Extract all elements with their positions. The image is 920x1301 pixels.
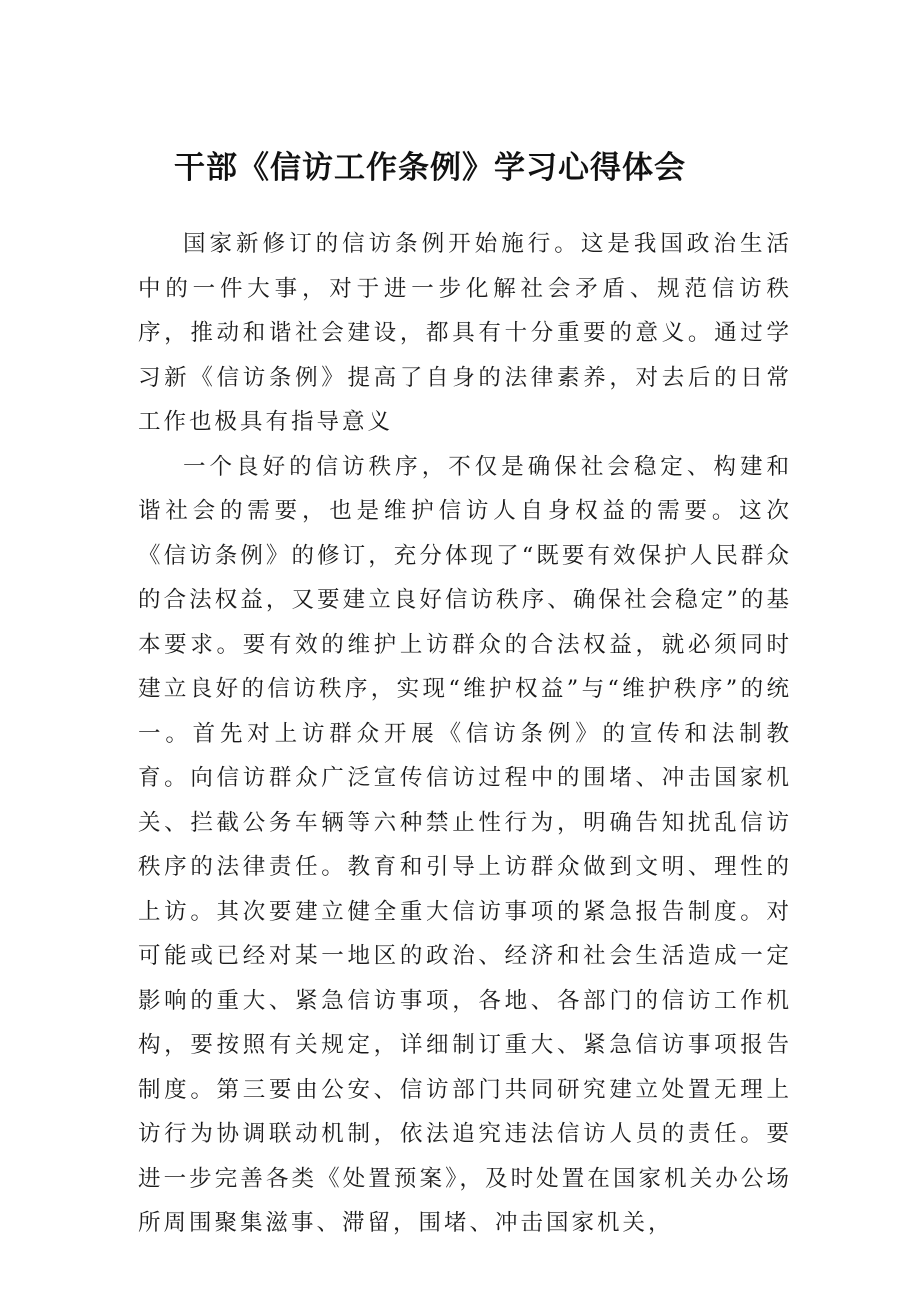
document-body [138, 222, 792, 1246]
paragraph-intro: 国家新修订的信访条例开始施行。这是我国政治生活中的一件大事，对于进一步化解社会矛盾、规范信访秩序，推动和谐社会建设，都具有十分重要的意义。通过学习新《信访条例》提高了自身的法律素养，对去后的日常工作也极具有指导意义 [138, 231, 792, 435]
paragraph-petition-order: 一个良好的信访秩序，不仅是确保社会稳定、构建和谐社会的需要，也是维护信访人自身权益的需要。这次《信访条例》的修订，充分体现了“既要有效保护人民群众的合法权益，又要建立良好信访秩序、确保社会稳定”的基本要求。要有效的维护上访群众的合法权益，就必须同时建立良好的信访秩序，实现“维护权益”与“维护秩序”的统一。首先对上访群众开展《信访条例》的宣传和法制教育。向信访群众广泛宣传信访过程中的围堵、冲击国家机关、拦截公务车辆等六种禁止性行为，明确告知扰乱信访秩序的法律责任。教育和引导上访群众做到文明、理性的上访。其次要建立健全重大信访事项的紧急报告制度。对可能或已经对某一地区的政治、经济和社会生活造成一定影响的重大、紧急信访事项，各地、各部门的信访工作机构，要按照有关规定，详细制订重大、紧急信访事项报告制度。第三要由公安、信访部门共同研究建立处置无理上访行为协调联动机制，依法追究违法信访人员的责任。要进一步完善各类《处置预案》，及时处置在国家机关办公场所周围聚集滋事、滞留，围堵、冲击国家机关， [138, 453, 792, 1236]
document-title: 干部《信访工作条例》学习心得体会 [174, 150, 686, 186]
